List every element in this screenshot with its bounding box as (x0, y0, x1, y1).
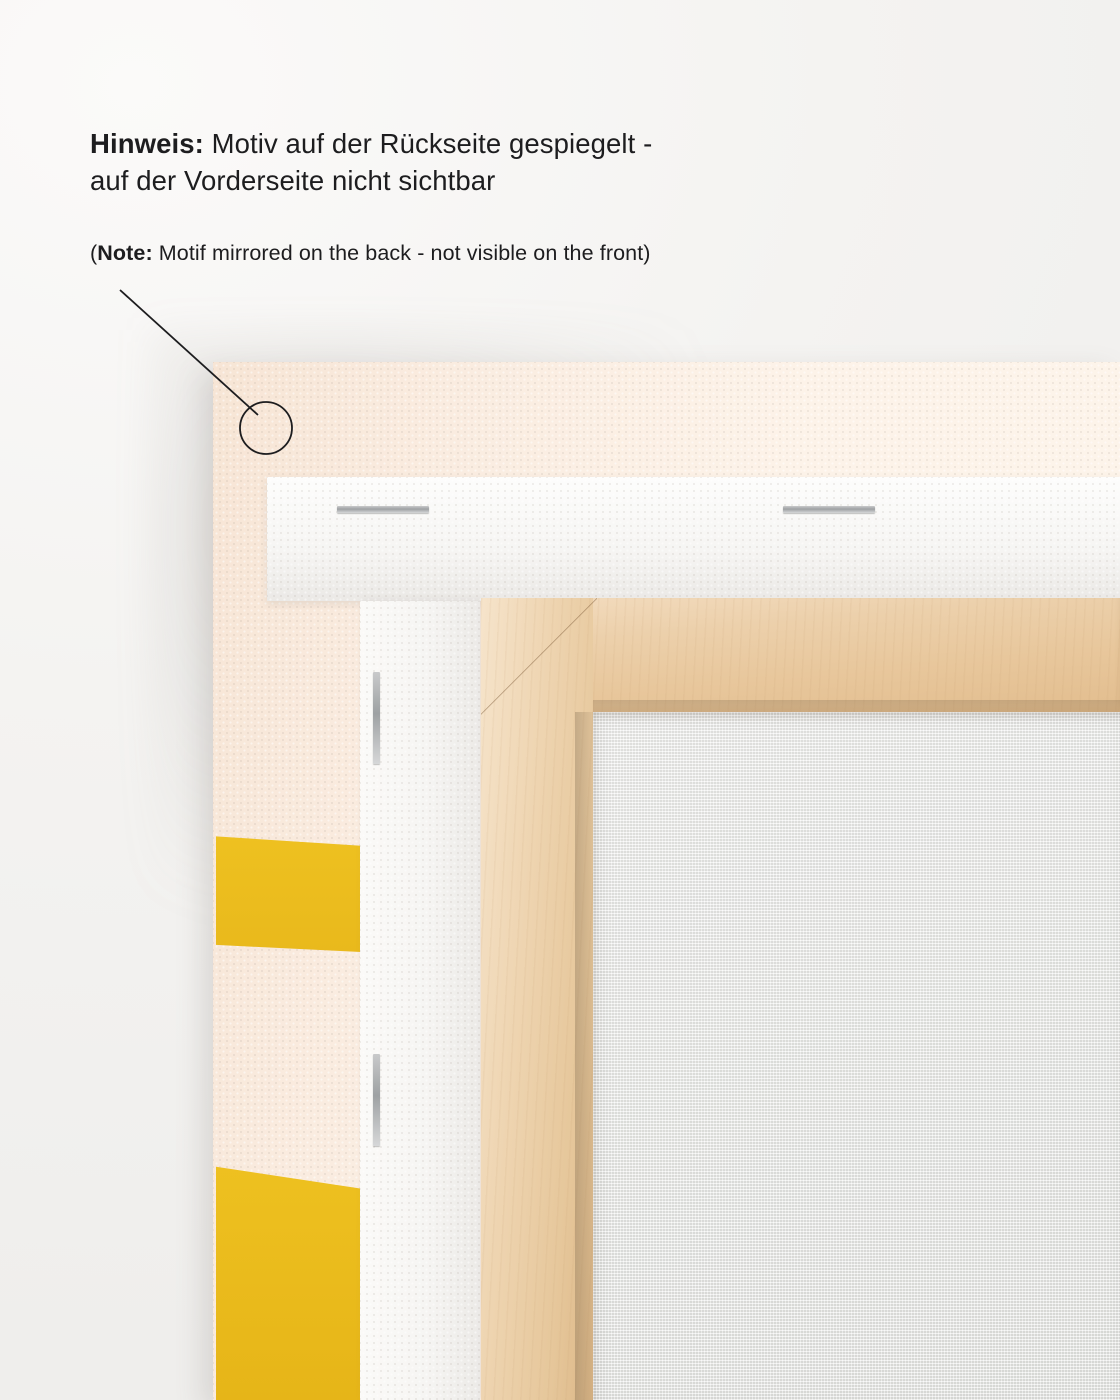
annotation-subnote-rest: Motif mirrored on the back - not visible on the front) (152, 241, 651, 266)
annotation-headline-label: Hinweis: (90, 128, 204, 159)
staple-left-1 (373, 672, 380, 764)
canvas-flap-top (267, 477, 1120, 601)
annotation-subnote-open: ( (90, 241, 98, 266)
annotation-headline (90, 126, 930, 199)
inner-shadow-top (593, 700, 1120, 722)
motif-shape-lower (216, 1157, 361, 1400)
staple-top-1 (337, 506, 429, 513)
staple-top-2 (783, 506, 875, 513)
annotation-subnote-label: Note: (97, 241, 153, 266)
back-cloth-weave (593, 712, 1120, 1400)
canvas-back-cloth (593, 712, 1120, 1400)
annotation-text-block (90, 126, 930, 266)
flap-top-texture (267, 477, 1120, 601)
staple-left-2 (373, 1054, 380, 1146)
annotation-subnote (90, 241, 930, 266)
annotation-headline-line2: auf der Vorderseite nicht sichtbar (90, 164, 496, 196)
annotation-headline-rest: Motiv auf der Rückseite gespiegelt - (203, 128, 653, 159)
inner-shadow-left (575, 712, 599, 1400)
motif-shape-upper (216, 834, 361, 952)
stretcher-miter-joint (481, 598, 597, 716)
